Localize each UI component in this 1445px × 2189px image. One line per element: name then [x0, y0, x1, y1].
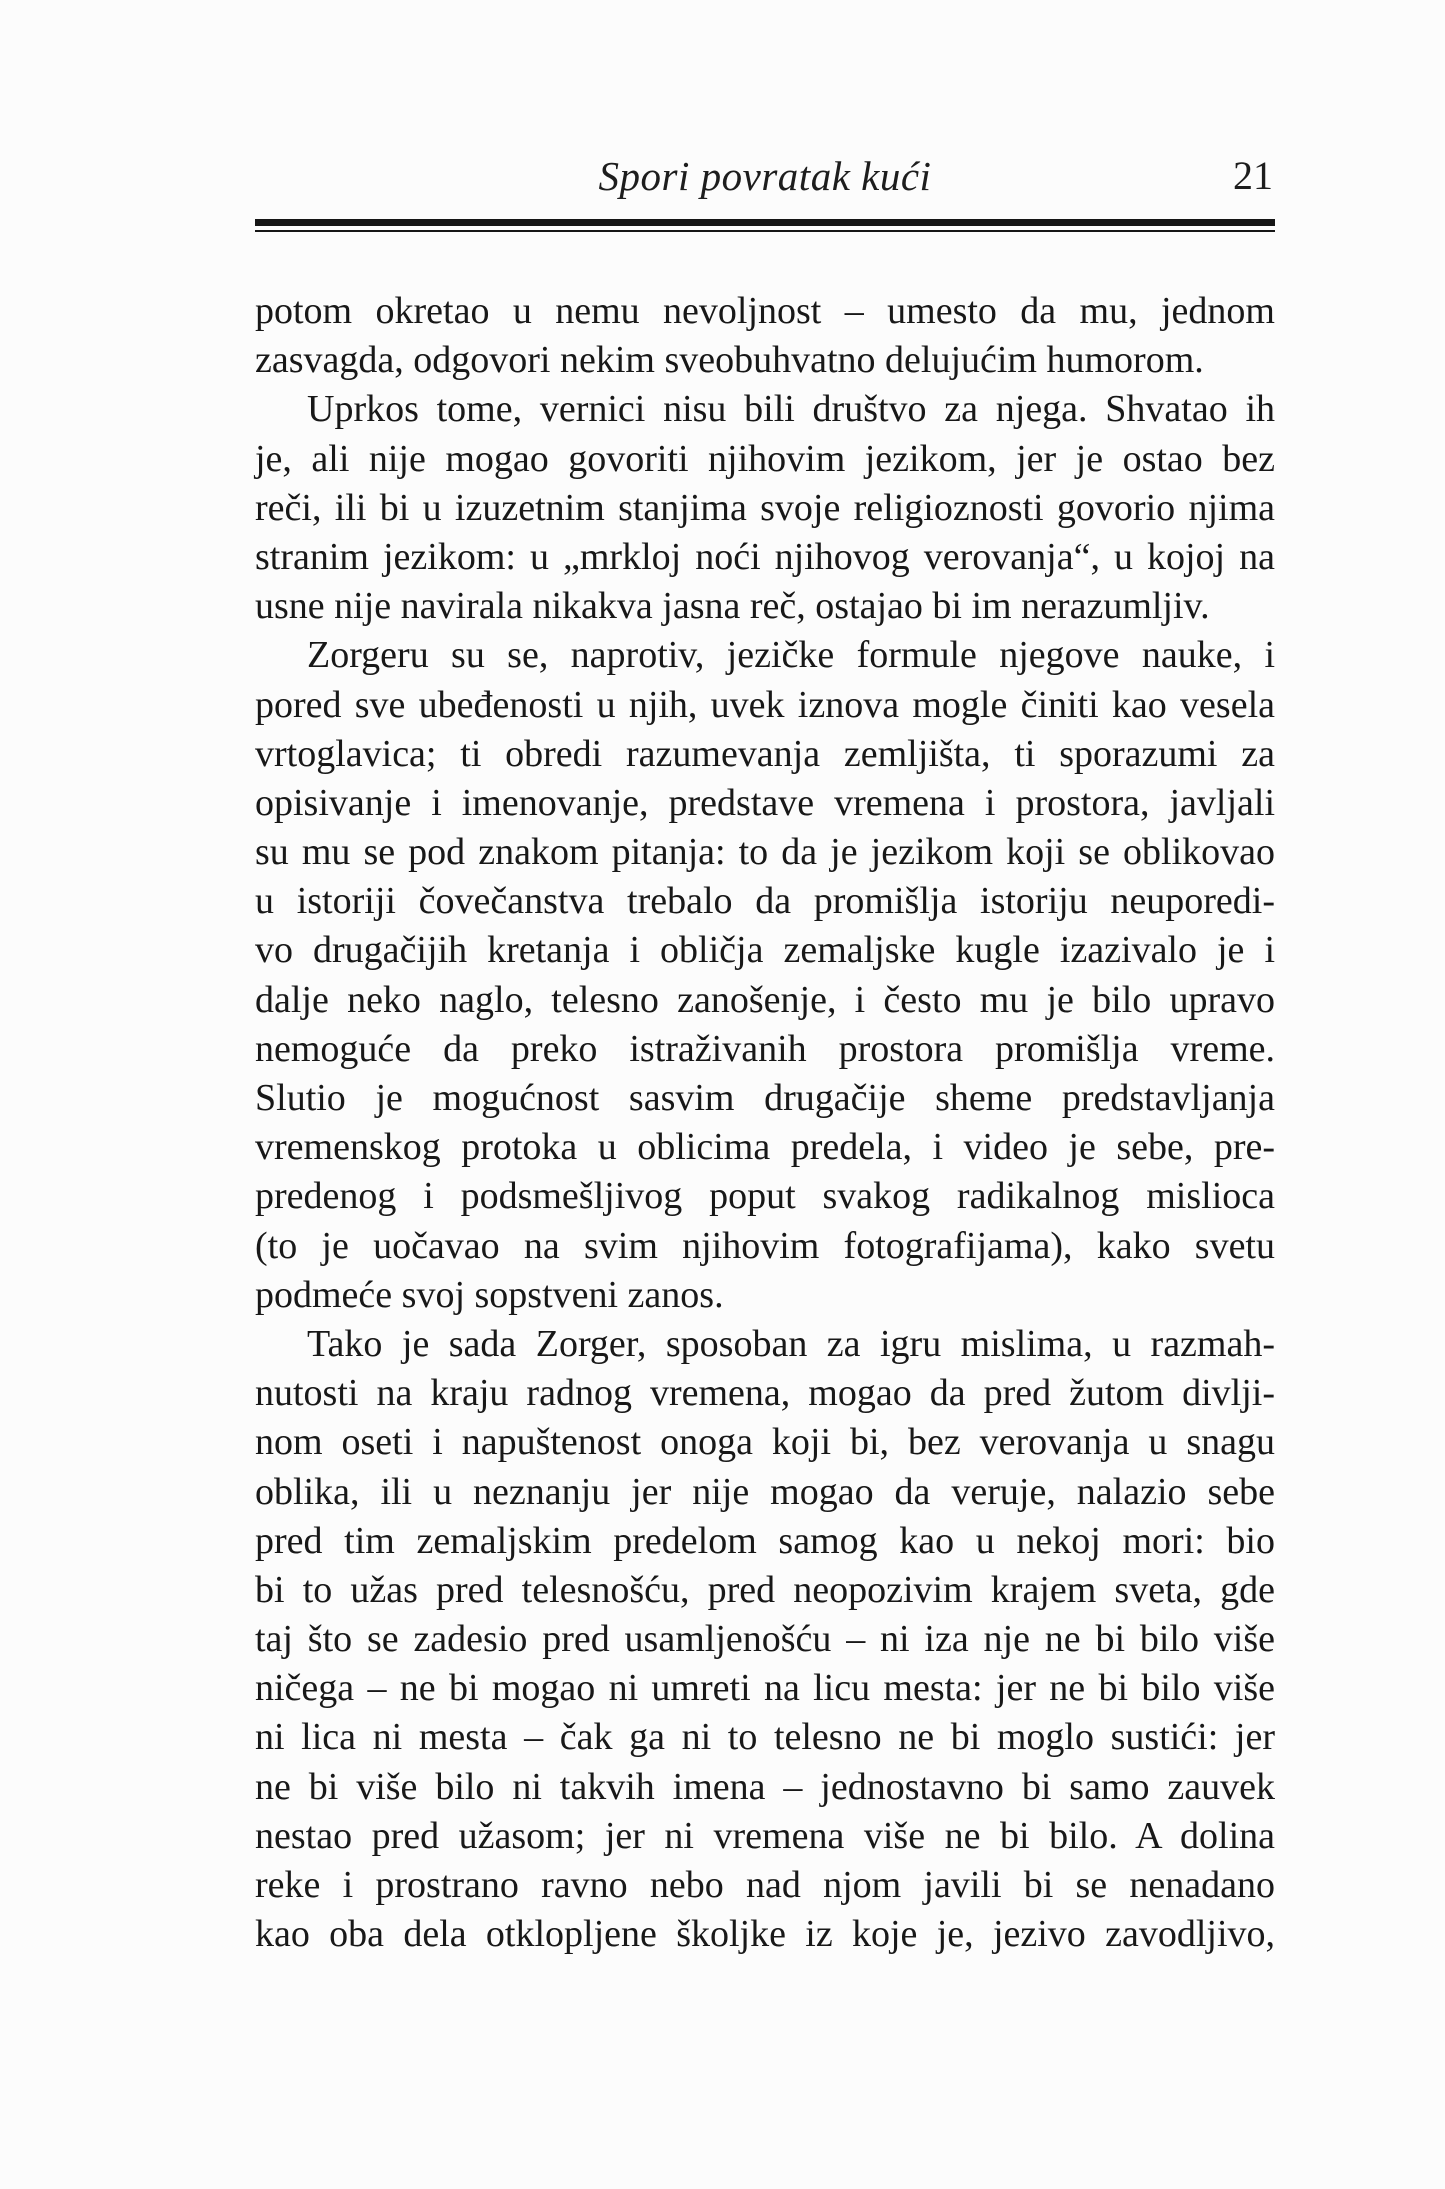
- text-line: bi to užas pred telesnošću, pred neopozivim krajem sveta, gde: [255, 1568, 1275, 1611]
- text-line: vo drugačijih kretanja i obličja zemaljske kugle izazivalo je i: [255, 929, 1275, 972]
- header-double-rule: [255, 219, 1275, 232]
- body-text: [255, 287, 1275, 1959]
- text-line: ničega – ne bi mogao ni umreti na licu mesta: jer ne bi bilo više: [255, 1667, 1275, 1710]
- text-line: (to je uočavao na svim njihovim fotografijama), kako svetu: [255, 1224, 1275, 1267]
- text-line: taj što se zadesio pred usamljenošću – ni iza nje ne bi bilo više: [255, 1618, 1275, 1661]
- text-line: Zorgeru su se, naprotiv, jezičke formule njegove nauke, i: [307, 634, 1275, 677]
- text-line: je, ali nije mogao govoriti njihovim jezikom, jer je ostao bez: [255, 437, 1275, 480]
- text-line: reči, ili bi u izuzetnim stanjima svoje religioznosti govorio njima: [255, 486, 1275, 529]
- text-line: dalje neko naglo, telesno zanošenje, i često mu je bilo upravo: [255, 978, 1275, 1021]
- text-line: nestao pred užasom; jer ni vremena više ne bi bilo. A dolina: [255, 1814, 1275, 1857]
- text-line: podmeće svoj sopstveni zanos.: [255, 1273, 724, 1316]
- text-line: ne bi više bilo ni takvih imena – jednostavno bi samo zauvek: [255, 1765, 1275, 1808]
- text-line: vrtoglavica; ti obredi razumevanja zemljišta, ti sporazumi za: [255, 732, 1275, 775]
- text-line: nemoguće da preko istraživanih prostora promišlja vreme.: [255, 1027, 1275, 1070]
- text-line: predenog i podsmešljivog poput svakog radikalnog mislioca: [255, 1175, 1275, 1218]
- text-line: oblika, ili u neznanju jer nije mogao da veruje, nalazio sebe: [255, 1470, 1275, 1513]
- text-line: kao oba dela otklopljene školjke iz koje je, jezivo zavodljivo,: [255, 1913, 1275, 1956]
- text-line: usne nije navirala nikakva jasna reč, ostajao bi im nerazumljiv.: [255, 585, 1210, 628]
- text-line: zasvagda, odgovori nekim sveobuhvatno delujućim humorom.: [255, 339, 1204, 382]
- running-header-title: Spori povratak kući: [598, 153, 932, 199]
- running-header: [255, 0, 1275, 202]
- text-line: opisivanje i imenovanje, predstave vremena i prostora, javljali: [255, 781, 1275, 824]
- text-line: potom okretao u nemu nevoljnost – umesto da mu, jednom: [255, 290, 1275, 332]
- text-line: nom oseti i napuštenost onoga koji bi, bez verovanja u snagu: [255, 1421, 1275, 1464]
- text-line: u istoriji čovečanstva trebalo da promišlja istoriju neuporedi-: [255, 880, 1275, 923]
- text-line: stranim jezikom: u „mrkloj noći njihovog verovanja“, u kojoj na: [255, 535, 1275, 578]
- text-line: Uprkos tome, vernici nisu bili društvo za njega. Shvatao ih: [307, 388, 1275, 431]
- text-line: pred tim zemaljskim predelom samog kao u nekoj mori: bio: [255, 1519, 1275, 1562]
- text-line: nutosti na kraju radnog vremena, mogao da pred žutom divlji-: [255, 1372, 1275, 1415]
- text-line: su mu se pod znakom pitanja: to da je jezikom koji se oblikovao: [255, 831, 1275, 874]
- text-line: ni lica ni mesta – čak ga ni to telesno ne bi moglo sustići: jer: [255, 1716, 1275, 1759]
- text-line: Tako je sada Zorger, sposoban za igru mislima, u razmah-: [307, 1322, 1275, 1365]
- text-line: vremenskog protoka u oblicima predela, i video je sebe, pre-: [255, 1126, 1275, 1169]
- text-line: reke i prostrano ravno nebo nad njom javili bi se nenadano: [255, 1864, 1275, 1906]
- text-block: [255, 0, 1275, 1959]
- page-number: 21: [1233, 153, 1273, 198]
- text-line: pored sve ubeđenosti u njih, uvek iznova mogle činiti kao vesela: [255, 683, 1275, 726]
- text-line: Slutio je mogućnost sasvim drugačije sheme predstavljanja: [255, 1077, 1275, 1119]
